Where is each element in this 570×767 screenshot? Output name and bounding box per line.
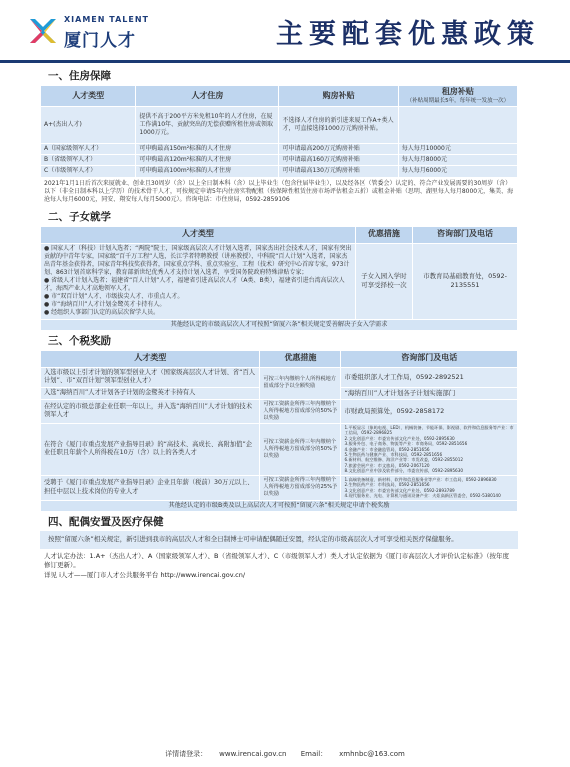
details-link-text: 详见 i人才——厦门市人才公共服务平台 http://www.irencai.gov.cn/ bbox=[44, 571, 246, 580]
talent-list bbox=[41, 243, 356, 319]
list-item: ● 国家人才（科技）计划入选者；“两院”院士，国家级高层次人才计划入选者，国家杰出社会技术人才，国家有突出贡献的中青年专家，国家级“百千万工程”人选，长江学者特聘教授（讲座教授），中科院“百人计划”入选者，国家杰出青年基金获得者，国家青年科技奖获得者，国家重点学科、重点实验室、工程（技术）研究中心首席专家，973计划、863计划首席科学家，教育部新世纪优秀人才支持计划入选者，享受国务院政府特殊津贴专家； bbox=[44, 244, 352, 276]
table-row: A（国家级领军人才） 可申购最高150m²标准的人才住房 可申请最高200万元购房补贴 每人每月10000元 bbox=[41, 144, 518, 155]
xiamen-talent-logo-icon bbox=[28, 16, 58, 46]
table-header: 租房补贴 （补贴周期最长5年，每年统一发放一次） bbox=[398, 86, 517, 107]
footer-label: 详情请登录： bbox=[165, 750, 208, 758]
table-header: 购房补贴 bbox=[279, 86, 398, 107]
table-row: ● 国家人才（科技）计划入选者；“两院”院士，国家级高层次人才计划入选者，国家杰出社会技术人才，国家有突出贡献的中青年专家，国家级“百千万工程”人选，长江学者特聘教授（讲座教授），中科院“百人计划”入选者，国家杰出青年基金获得者，国家青年科技奖获得者，国家重点学科、重点实验室、工程（技术）研究中心首席专家，973计划、863计划首席科学家，教育部新世纪优秀人才支持计划入选者，享受国务院政府特殊津贴专家； ● 省级人才计划入选者；福建省“百人计划”人才，福建省引进高层次人才（A类、B类），福建省引进台湾高层次人才，海西产业人才高地领军人才。 ● 市“双百计划”人才、市级拔尖人才、市重点人才。 ● 市“海纳百川”人才计划金鹭英才卡持有人。 ● 经组织人事部门认定的高层次留学人员。 子女入园入学时可享受择校一次 市教育局基础教育处，0592-2135551 bbox=[41, 243, 518, 319]
table-row: 在符合《厦门市重点发展产业指导目录》的“高技术、高成长、高附加值”企业任职且年薪个人所得税在10万（含）以上的各类人才 可按工资薪金所得三年内缴纳个人所得税地方留成部分的50%予以奖励 1.平板显示（象屿电视、LED）、机械装备、节能环保、影视剧、软件和信息服务等产业：市工信局，0592-2896825 2.文化创意产业：市委宣传部文化产业处，0592-2895630 3.服务外包、电子商务、物流等产业：市商务局，0592-2851656 4.金融产业：市金融监管局，0592-2851656 5.生物医药与健康产业、市科技局，0592-2851656 6.新材料、航空维修、海洋产业等：市发改委，0592-2855012 7.旅游会展产业：市文旅局，0592-2067120 8.文化创意产业中涉及软件部分，市委宣传部，0592-2895630 bbox=[41, 423, 518, 475]
table-header: 咨询部门及电话 bbox=[341, 350, 518, 367]
table-header: 优惠措施 bbox=[355, 226, 412, 243]
table-row: A+(杰出人才) 提供不高于200平方米免租10年的人才住房，在厦工作满10年、贡献突出的无偿获赠所租住房或领取1000万元。 不选择人才住房的新引进来厦工作A+类人才，可直接选择1000万元购房补贴。 bbox=[41, 107, 518, 144]
footer bbox=[0, 749, 570, 767]
logo-chinese: 厦门人才 bbox=[64, 31, 136, 51]
table-header: 人才类型 bbox=[41, 86, 136, 107]
table-row: 在经认定的市级总部企业任职一年以上，并入选“海纳百川”人才计划的技术领军人才 可按工资薪金所得三年内缴纳个人所得税地方留成部分的50%予以奖励 市财政局预算处，0592-2858172 bbox=[41, 399, 518, 423]
list-item: ● 省级人才计划入选者；福建省“百人计划”人才，福建省引进高层次人才（A类、B类），福建省引进台湾高层次人才，海西产业人才高地领军人才。 bbox=[44, 277, 345, 293]
section-title-tax: 三、个税奖励 bbox=[48, 334, 111, 347]
footer-email-label: Email： bbox=[300, 750, 328, 758]
table-row: 入选“海纳百川”人才计划各子计划的金鹭英才卡持有人 “海纳百川”人才计划各子计划实施部门 bbox=[41, 387, 518, 399]
table-row: B（省级领军人才） 可申购最高120m²标准的人才住房 可申请最高160万元购房补贴 每人每月8000元 bbox=[41, 155, 518, 166]
housing-table bbox=[40, 85, 518, 178]
education-table bbox=[40, 226, 518, 331]
housing-paragraph: 2021年1月1日后首次来厦就业、创业且30周岁（含）以上全日制本科（含）以上毕业生（包含往届毕业生），以及经各区（管委会）认定的、符合产业发展需要的30周岁（含）以下（非全日制本科以上学历）的技术骨干人才，可按规定申请5年内住房实物配租（按保障性租赁住房市场评估租金五折）或租金补贴（思明、湖里每人每月8000元，集美、海沧每人每月6000元，同安、翔安每人每月5000元）。咨询电话：市住房局，0592-2859106 bbox=[44, 179, 514, 204]
spouse-medical-box: 按照“留厦六条”相关规定，新引进到我市的高层次人才和全日制博士可申请配偶随迁安置，经认定的市级高层次人才可享受相关医疗保健服务。 bbox=[40, 531, 518, 549]
table-header: 人才住房 bbox=[136, 86, 279, 107]
table-row: 入选市级以上引才计划的领军型创业人才（国家级高层次人才计划、省“百人计划”、市“双百计划”领军型创业人才） 可按三年内缴纳个人所得税地方留成部分予以全额奖励 市委组织部人才工作局，0592-2892521 bbox=[41, 367, 518, 387]
footer-site-link[interactable]: www.irencai.gov.cn bbox=[219, 750, 287, 758]
table-row: 其他经认定的市级高层次人才可按照“留厦六条”相关规定妥善解决子女入学需求 bbox=[41, 319, 518, 330]
table-header: 人才类型 bbox=[41, 226, 356, 243]
logo-english: XIAMEN TALENT bbox=[64, 15, 149, 24]
table-header: 人才类型 bbox=[41, 350, 260, 367]
section-title-housing: 一、住房保障 bbox=[48, 70, 111, 82]
footer-email-link[interactable]: xmhnbc@163.com bbox=[339, 750, 405, 758]
section-title-education: 二、子女就学 bbox=[48, 210, 111, 223]
content bbox=[40, 66, 518, 581]
table-header: 咨询部门及电话 bbox=[413, 226, 518, 243]
table-row: 其他经认定的市级B类及以上高层次人才可按照“留厦六条”相关规定申请个税奖励 bbox=[41, 500, 518, 511]
tax-table bbox=[40, 350, 518, 512]
header-divider bbox=[0, 60, 570, 63]
table-row: 受聘于《厦门市重点发展产业指导目录》企业且年薪（税前）30万元以上、担任中层以上技术岗位的专业人才 可按工资薪金所得三年内缴纳个人所得税地方留成部分的25%予以奖励 1.高端装备制造、新材料、软件和信息服务业等产业：市工信局，0592-2896830 2.生物医药产业：市科技局，0592-2851656 3.文化创意产业：市委宣传部文化产业处，0592-2893789 4.现代服务业、光电、计算机与通讯设备产业：火炬高新区管委会，0592-5380140 bbox=[41, 475, 518, 500]
table-row: C（市级领军人才） 可申购最高100m²标准的人才住房 可申请最高130万元购房补贴 每人每月6000元 bbox=[41, 166, 518, 177]
talent-definition: 人才认定办法：1.A+（杰出人才）、A（国家级领军人才）、B（省级领军人才）、C（市级领军人才）类人才认定依据为《厦门市高层次人才评价认定标准》（按年度修订更新）。 bbox=[44, 551, 510, 570]
section-title-spouse-medical: 四、配偶安置及医疗保健 bbox=[48, 515, 164, 528]
list-item: ● 市“海纳百川”人才计划金鹭英才卡持有人。 bbox=[44, 301, 166, 309]
table-header: 优惠措施 bbox=[260, 350, 341, 367]
header bbox=[0, 0, 570, 60]
rent-note: （补贴周期最长5年，每年统一发放一次） bbox=[406, 97, 510, 104]
page-title: 主要配套优惠政策 bbox=[276, 19, 540, 50]
list-item: ● 市“双百计划”人才、市级拔尖人才、市重点人才。 bbox=[44, 293, 184, 301]
list-item: ● 经组织人事部门认定的高层次留学人员。 bbox=[44, 309, 160, 317]
